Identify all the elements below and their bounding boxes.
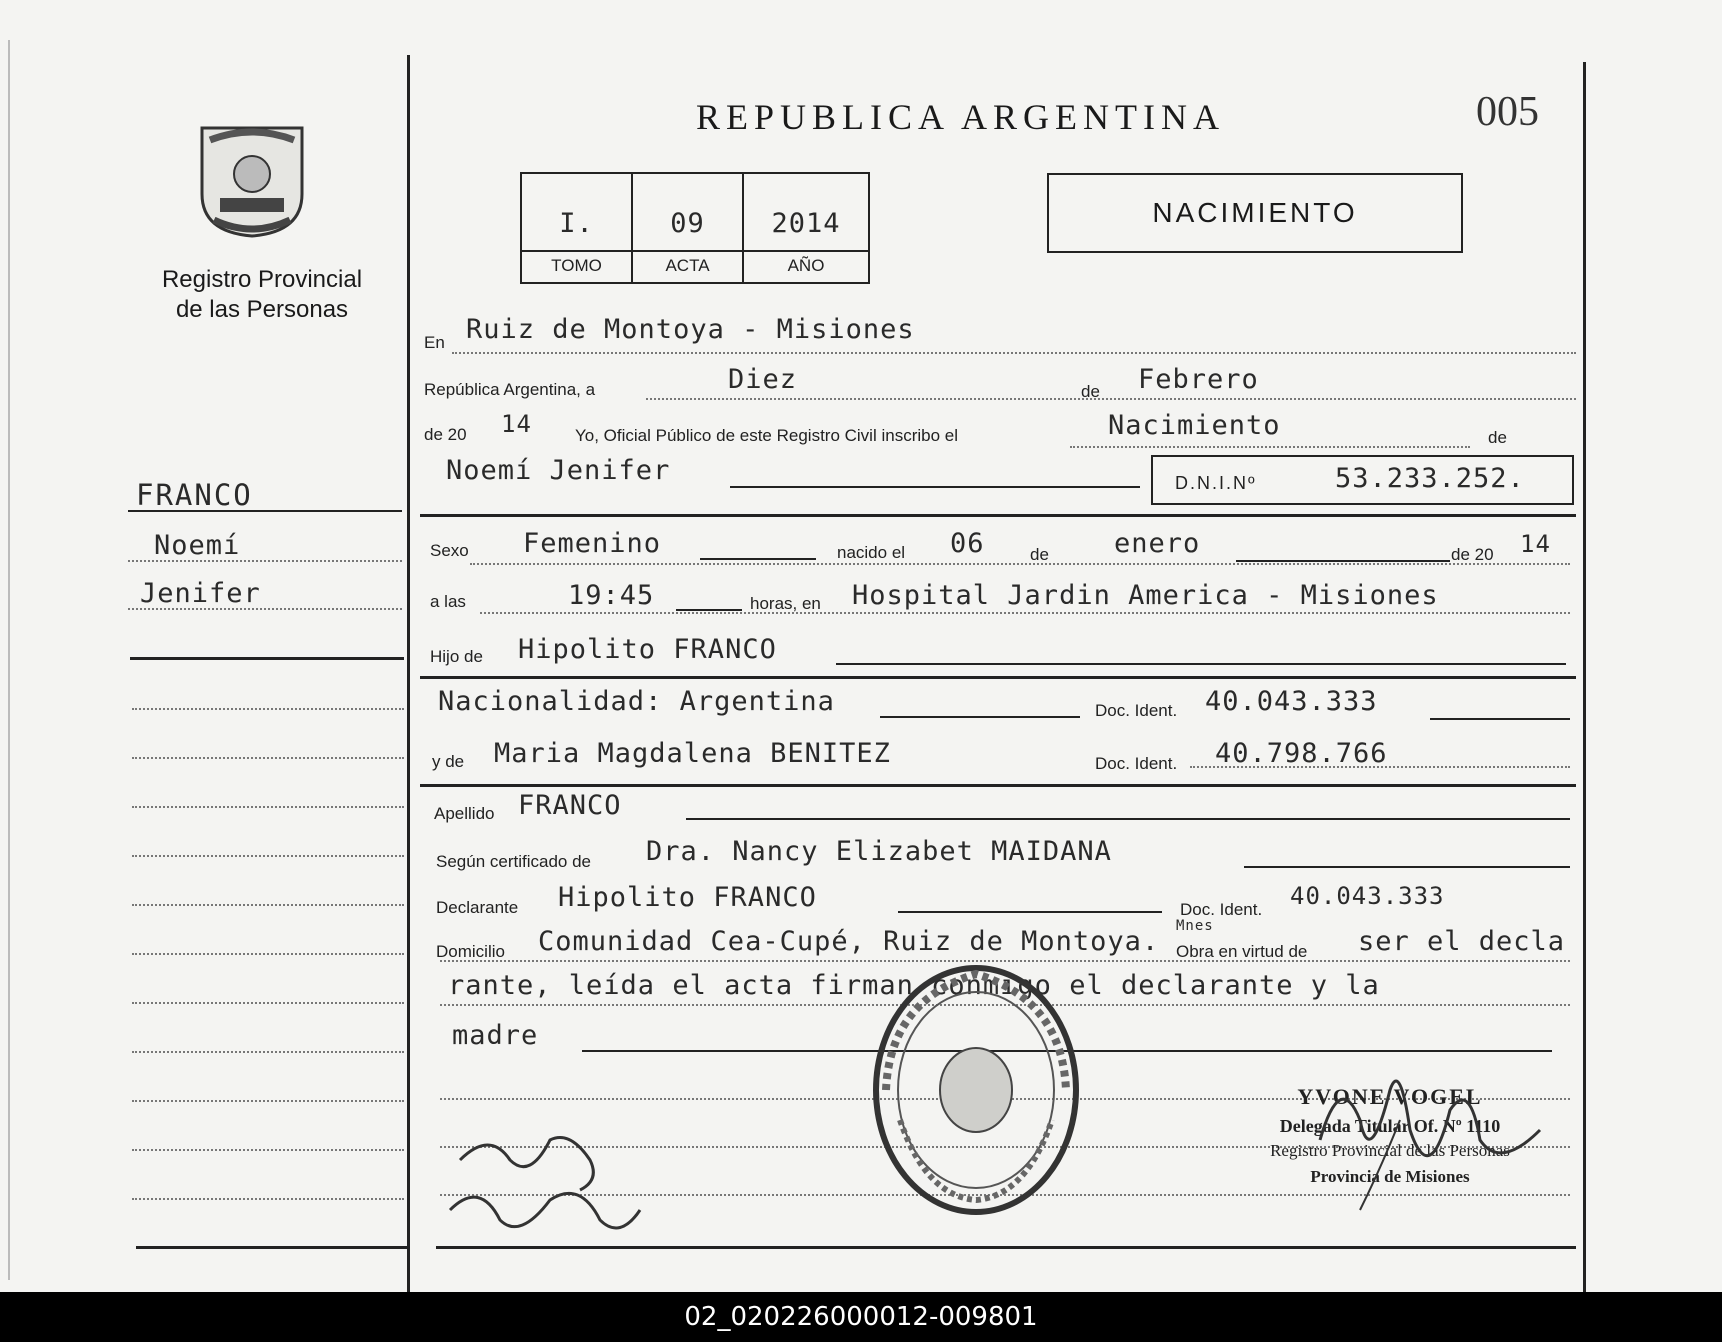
- obra-text-2: rante, leída el acta firman conmigo el declarante y la: [448, 970, 1380, 1001]
- obra-text-3: madre: [452, 1020, 539, 1051]
- republica-label: República Argentina, a: [424, 380, 596, 399]
- section-rule: [420, 784, 1576, 787]
- tomo-cell: [520, 172, 633, 284]
- apellido-label: Apellido: [434, 804, 495, 823]
- mother-name: Maria Magdalena BENITEZ: [494, 738, 891, 769]
- form-line: [1430, 718, 1570, 720]
- sexo-value: Femenino: [523, 528, 662, 559]
- margin-line: [132, 1002, 404, 1004]
- yde-label: y de: [432, 752, 465, 771]
- form-line: [700, 558, 816, 560]
- form-line: [1070, 446, 1470, 448]
- registry-name: [130, 265, 394, 325]
- margin-line: [132, 806, 404, 808]
- doc-label-declarante: Doc. Ident.: [1180, 900, 1263, 919]
- registry-name-line1: Registro Provincial: [161, 266, 363, 293]
- doc-label: Doc. Ident.: [1095, 701, 1178, 720]
- official-title: Delegada Titular Of. Nº 1110: [1279, 1116, 1501, 1136]
- domicilio-value: Comunidad Cea-Cupé, Ruiz de Montoya.: [538, 926, 1160, 957]
- horas-label: horas, en: [750, 594, 821, 613]
- sexo-label: Sexo: [430, 541, 469, 560]
- margin-line: [132, 855, 404, 857]
- provincial-seal-icon: [196, 120, 308, 240]
- form-line: [730, 486, 1140, 488]
- month-value: Febrero: [1138, 364, 1259, 395]
- form-line: [480, 612, 1570, 614]
- dni-label: D.N.I.Nº: [1175, 473, 1257, 493]
- form-line: [836, 663, 1566, 665]
- act-value: Nacimiento: [1108, 410, 1281, 441]
- acta-value: 09: [670, 208, 705, 239]
- official-province: Provincia de Misiones: [1310, 1167, 1470, 1186]
- form-line: [676, 609, 742, 611]
- de-label-3: de: [1030, 545, 1049, 564]
- declarant-signature: [440, 1120, 650, 1250]
- margin-line: [128, 608, 402, 610]
- certificado-label: Según certificado de: [436, 852, 591, 871]
- form-line: [1244, 866, 1570, 868]
- right-border: [1583, 62, 1586, 1292]
- form-line: [880, 716, 1080, 718]
- apellido-value: FRANCO: [518, 790, 622, 821]
- mother-doc: 40.798.766: [1215, 738, 1388, 769]
- section-rule: [420, 676, 1576, 679]
- margin-line: [132, 1198, 404, 1200]
- year-suffix: 14: [501, 410, 532, 438]
- official-stamp-icon: [866, 960, 1086, 1220]
- child-name: Noemí Jenifer: [446, 455, 671, 486]
- dni-value: 53.233.252.: [1335, 463, 1525, 494]
- de-label-2: de: [1488, 428, 1507, 447]
- form-line: [470, 563, 1570, 565]
- form-line: [646, 398, 1576, 400]
- obra-text-1: ser el decla: [1358, 926, 1566, 957]
- anio-cell: [742, 172, 870, 284]
- de-label: de: [1081, 382, 1100, 401]
- form-line: [452, 352, 1576, 354]
- declarante-doc: 40.043.333: [1290, 882, 1445, 910]
- form-line: [1236, 560, 1450, 562]
- margin-line: [132, 953, 404, 955]
- section-rule: [420, 514, 1576, 517]
- margin-line: [132, 708, 404, 710]
- birth-month: enero: [1114, 528, 1201, 559]
- dni-box: [1151, 455, 1574, 505]
- alas-label: a las: [430, 592, 466, 611]
- folio-number: 005: [1476, 89, 1539, 135]
- margin-line: [132, 757, 404, 759]
- birth-place: Hospital Jardin America - Misiones: [852, 580, 1439, 611]
- margin-rule: [130, 657, 404, 660]
- doctor-value: Dra. Nancy Elizabet MAIDANA: [646, 836, 1112, 867]
- acta-label: ACTA: [633, 250, 742, 282]
- place-value: Ruiz de Montoya - Misiones: [466, 314, 915, 345]
- birth-day: 06: [950, 528, 985, 559]
- tomo-value: I.: [559, 208, 594, 239]
- tomo-label: TOMO: [522, 250, 631, 282]
- anio-value: 2014: [771, 208, 841, 239]
- margin-rule: [136, 1246, 408, 1249]
- father-name: Hipolito FRANCO: [518, 634, 777, 665]
- image-id-footer: 02_020226000012-009801: [0, 1292, 1722, 1342]
- record-type-box: [1047, 173, 1463, 253]
- day-value: Diez: [728, 364, 798, 395]
- doc-label-mother: Doc. Ident.: [1095, 754, 1178, 773]
- registry-name-line2: de las Personas: [175, 296, 349, 323]
- nationality: Nacionalidad: Argentina: [438, 686, 835, 717]
- domicilio-label: Domicilio: [436, 942, 505, 961]
- form-line: [898, 911, 1162, 913]
- record-type: NACIMIENTO: [1152, 197, 1358, 228]
- margin-line: [132, 904, 404, 906]
- declarante-value: Hipolito FRANCO: [558, 882, 817, 913]
- de20-label: de 20: [1451, 545, 1494, 564]
- margin-line: [132, 1149, 404, 1151]
- obra-label: Obra en virtud de: [1176, 942, 1308, 961]
- binding-edge: [8, 40, 10, 1280]
- official-name: YVONE VOGEL: [1297, 1084, 1483, 1109]
- margin-rule: [128, 510, 402, 512]
- year-prefix: de 20: [424, 425, 467, 444]
- margin-line: [132, 1051, 404, 1053]
- declarante-label: Declarante: [436, 898, 519, 917]
- form-line: [686, 818, 1570, 820]
- country-title: REPUBLICA ARGENTINA: [696, 97, 1226, 137]
- margin-surname: FRANCO: [136, 478, 253, 512]
- nacido-label: nacido el: [837, 543, 906, 562]
- margin-line: [132, 1100, 404, 1102]
- officer-text: Yo, Oficial Público de este Registro Civil inscribo el: [575, 426, 958, 445]
- acta-cell: [631, 172, 744, 284]
- birth-year-suffix: 14: [1520, 530, 1551, 558]
- form-line: [1190, 766, 1570, 768]
- official-signature: [1300, 1050, 1570, 1220]
- birth-time: 19:45: [568, 580, 655, 611]
- father-doc: 40.043.333: [1205, 686, 1378, 717]
- official-registry: Registro Provincial de las Personas: [1270, 1141, 1510, 1160]
- margin-middle-name: Jenifer: [140, 578, 261, 609]
- left-column-border: [407, 55, 410, 1292]
- hijo-label: Hijo de: [430, 647, 483, 666]
- anio-label: AÑO: [744, 250, 868, 282]
- en-label: En: [424, 333, 445, 352]
- domicilio-superscript: Mnes: [1176, 918, 1214, 934]
- margin-line: [128, 560, 402, 562]
- margin-first-name: Noemí: [154, 530, 241, 561]
